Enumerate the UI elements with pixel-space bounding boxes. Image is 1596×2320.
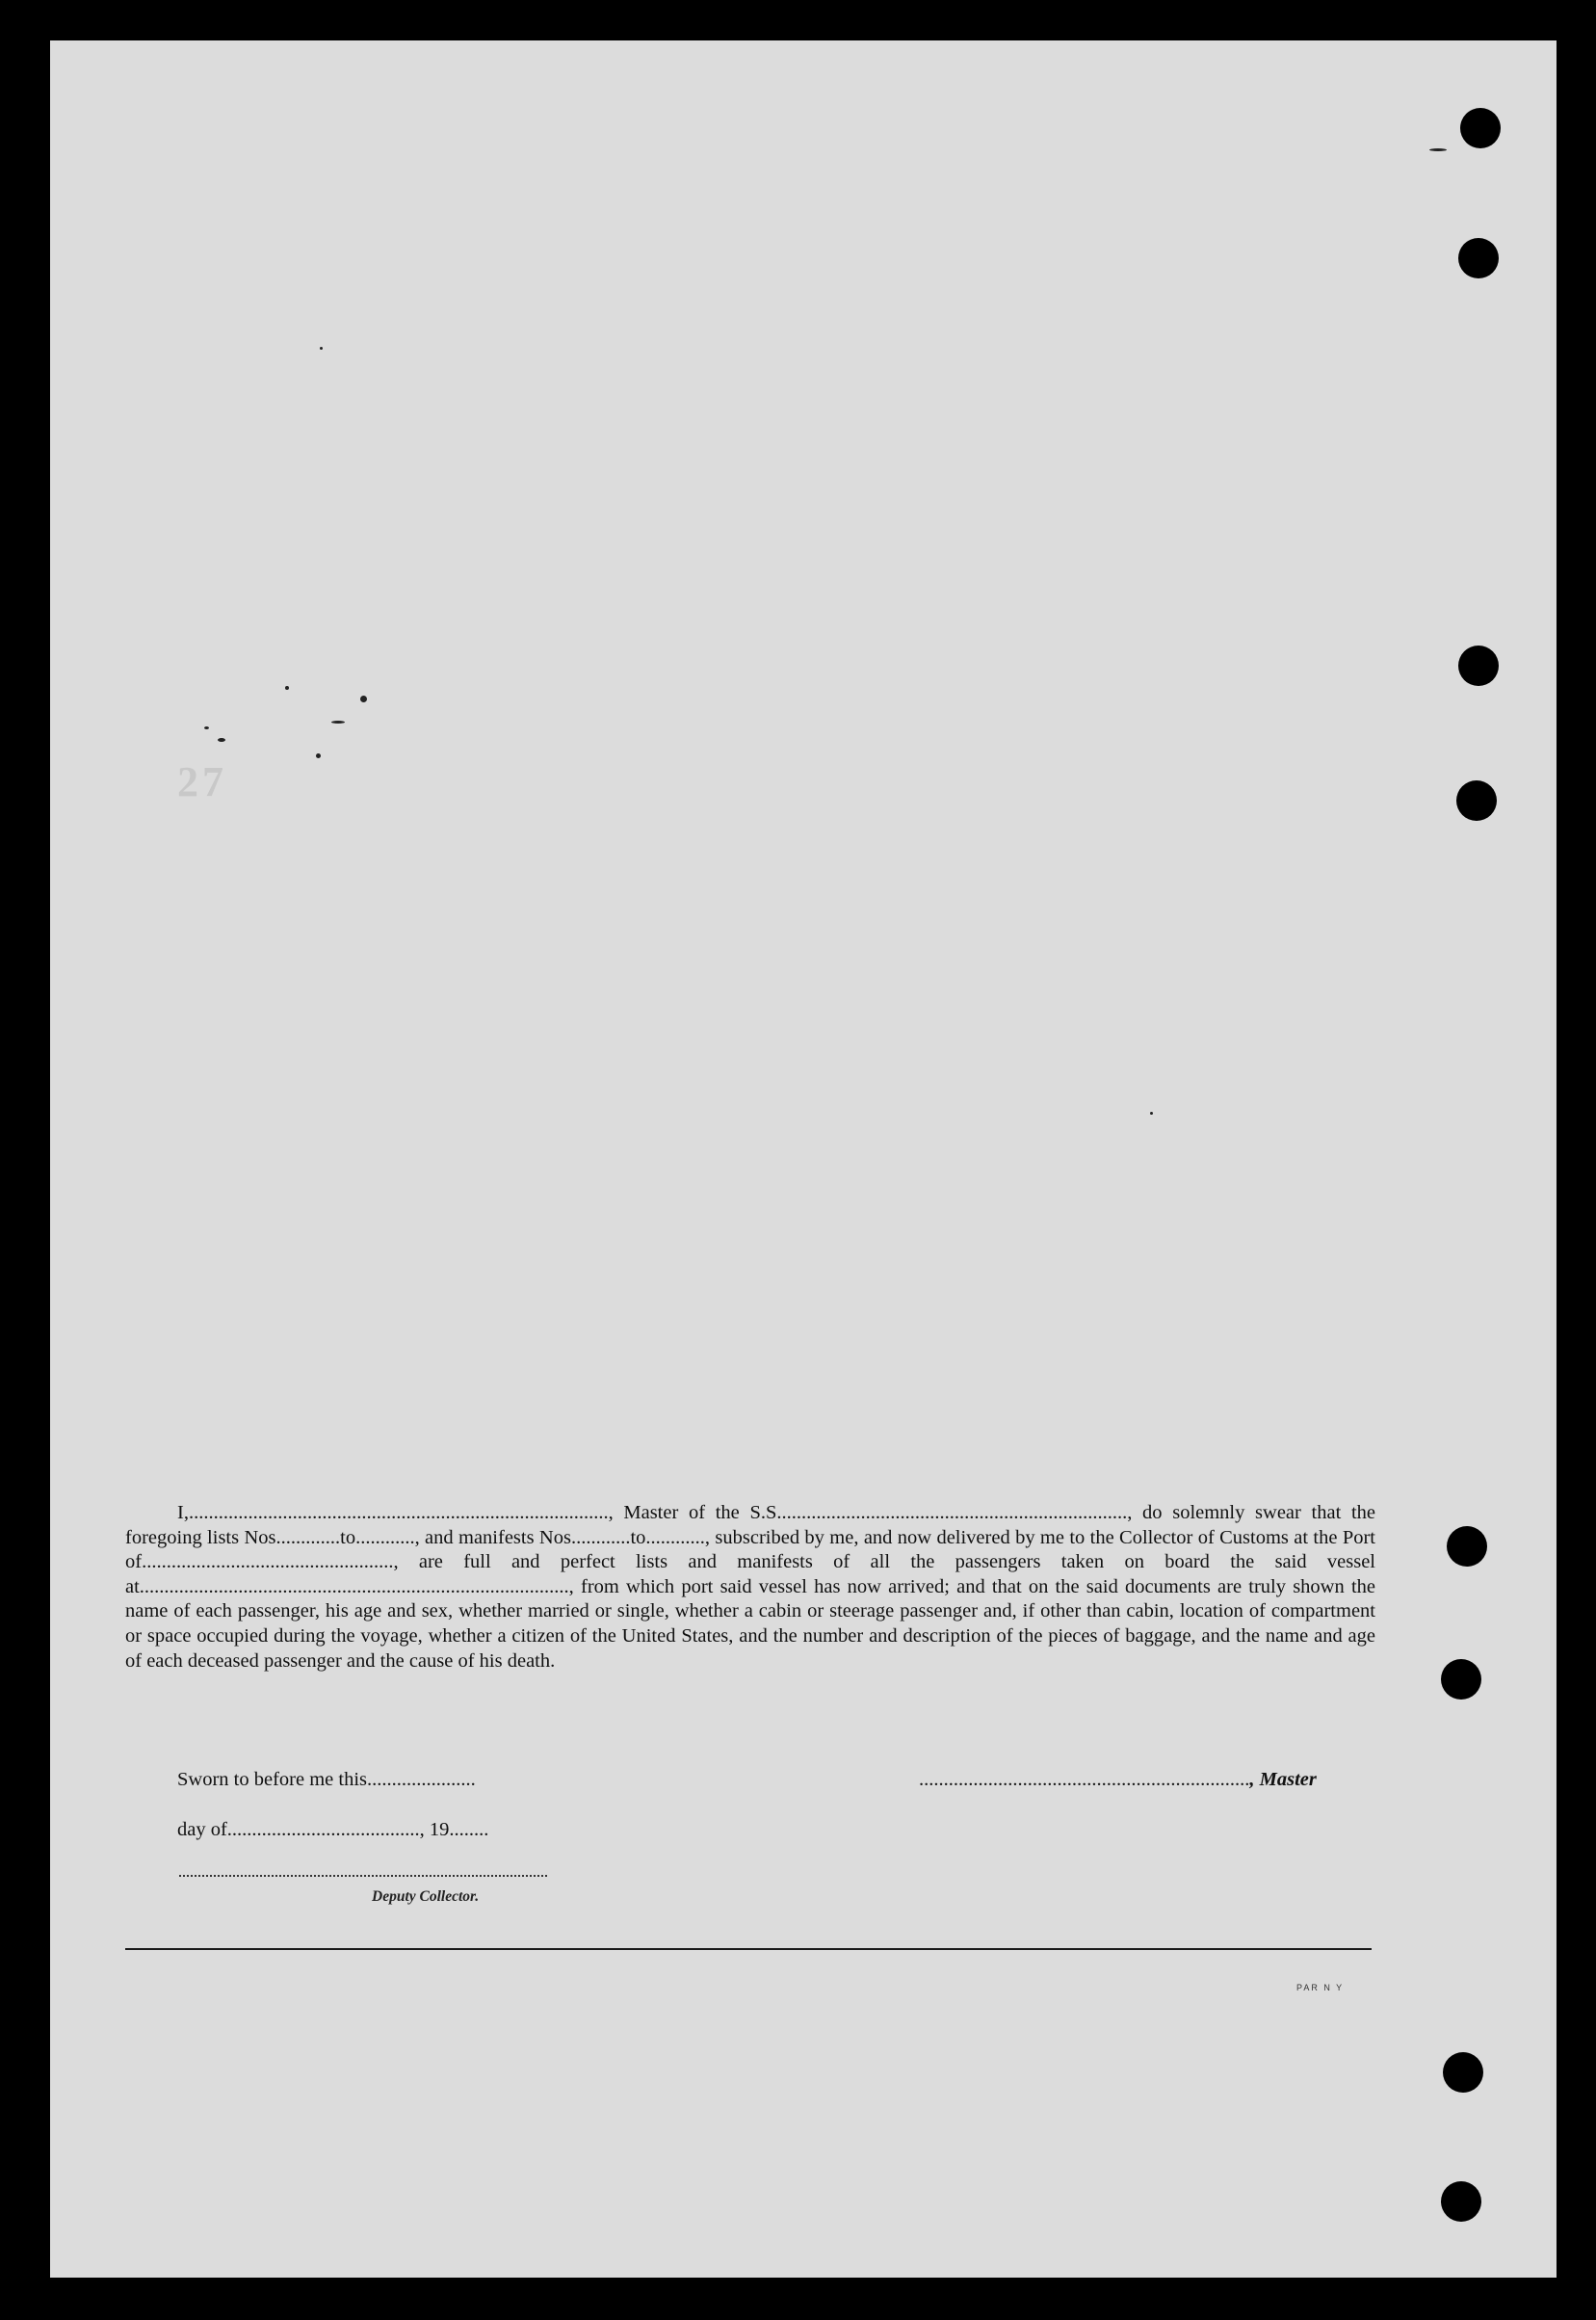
day-line: day of......................................., 19........: [177, 1819, 489, 1840]
speck: [218, 738, 225, 742]
punch-hole: [1460, 108, 1501, 148]
speck: [1429, 148, 1447, 151]
punch-hole: [1447, 1526, 1487, 1567]
faint-mark: 27: [177, 758, 227, 805]
oath-text: I,....................................................................................., Master of the S.S......................................................................., do solemnly swear that the foregoing lists Nos.............to............, and manifests Nos............to............, subscribed by me, and now delivered by me to the Collector of Customs at the Port of..................................................., are full and perfect lists and manifests of all the passengers taken on board the said vessel at......................................................................................., from which port said vessel has now arrived; and that on the said documents are truly shown the name of each passenger, his age and sex, whether married or single, whether a cabin or steerage passenger and, if other than cabin, location of compartment or space occupied during the voyage, whether a citizen of the United States, and the number and description of the pieces of baggage, and the name and age of each deceased passenger and the cause of his death.: [125, 1502, 1375, 1672]
speck: [204, 726, 209, 729]
printer-mark: PAR N Y: [1296, 1983, 1345, 1992]
deputy-signature-line: [179, 1875, 547, 1877]
punch-hole: [1458, 238, 1499, 278]
speck: [285, 686, 289, 690]
speck: [1150, 1112, 1153, 1115]
speck: [320, 347, 323, 350]
punch-hole: [1443, 2052, 1483, 2093]
speck: [360, 696, 367, 702]
deputy-collector-label: Deputy Collector.: [372, 1888, 480, 1905]
sworn-line: Sworn to before me this......................: [177, 1769, 476, 1790]
master-signature-line: [919, 1769, 1317, 1791]
horizontal-rule: [125, 1948, 1372, 1950]
speck: [316, 753, 321, 758]
oath-paragraph: [125, 1501, 1375, 1674]
punch-hole: [1458, 646, 1499, 686]
document-page: [50, 40, 1557, 2278]
punch-hole: [1456, 780, 1497, 821]
master-label: , Master: [1249, 1769, 1317, 1790]
punch-hole: [1441, 2181, 1481, 2222]
speck: [331, 721, 345, 724]
punch-hole: [1441, 1659, 1481, 1700]
master-dots: ...................................................................: [919, 1769, 1250, 1790]
